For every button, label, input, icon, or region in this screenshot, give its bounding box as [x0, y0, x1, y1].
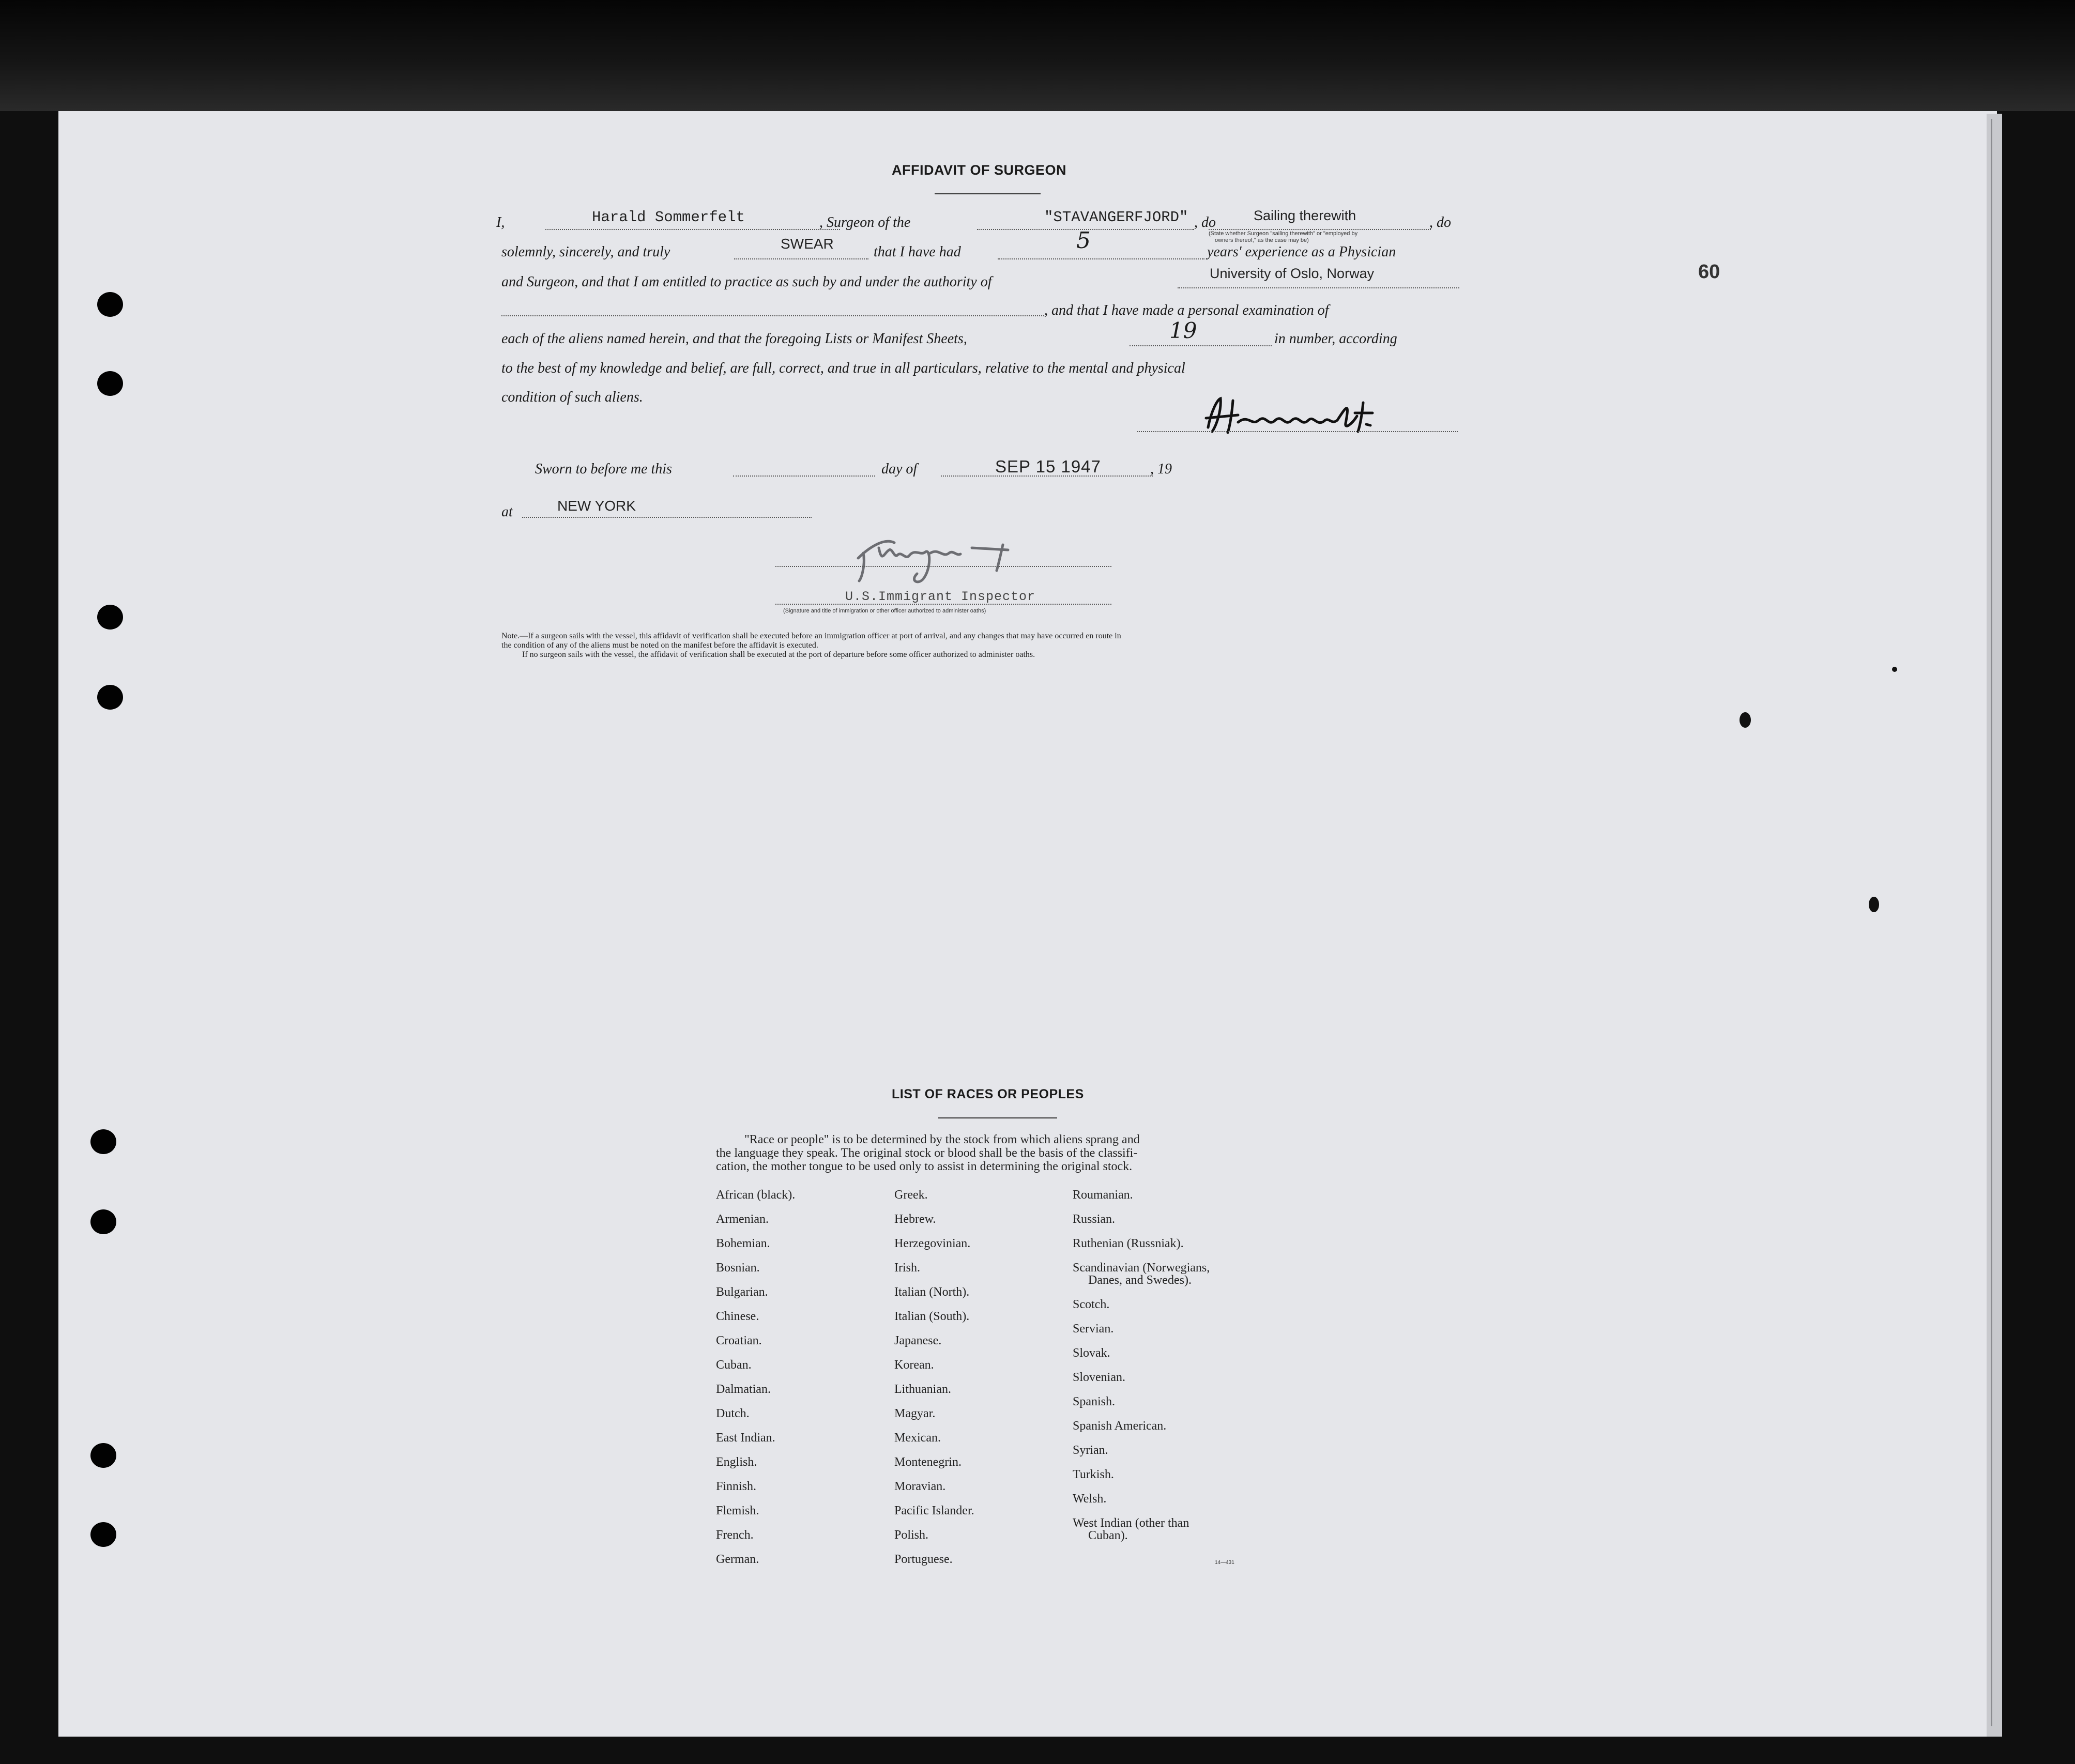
- race-item: Irish.: [894, 1261, 920, 1275]
- sworn-date-stamp: SEP 15 1947: [995, 457, 1101, 476]
- ship-name-field: "STAVANGERFJORD": [1044, 209, 1188, 226]
- race-item: English.: [716, 1455, 757, 1469]
- race-item: Servian.: [1073, 1322, 1114, 1336]
- race-item: Portuguese.: [894, 1553, 953, 1566]
- affidavit-note: If no surgeon sails with the vessel, the affidavit of verification shall be executed at the port of departure before some officer authorized to administer oaths.: [522, 650, 1035, 659]
- document-page: [58, 111, 1997, 1737]
- punch-hole: [90, 1522, 116, 1547]
- affidavit-text: and Surgeon, and that I am entitled to practice as such by and under the authority of: [501, 274, 992, 290]
- punch-hole: [90, 1209, 116, 1234]
- ink-speck: [1869, 897, 1879, 912]
- affidavit-text: to the best of my knowledge and belief, are full, correct, and true in all particulars, relative to the mental and physical: [501, 360, 1185, 376]
- race-item: Italian (South).: [894, 1310, 970, 1323]
- affidavit-note: the condition of any of the aliens must be noted on the manifest before the affidavit is executed.: [501, 641, 818, 650]
- punch-hole: [97, 605, 123, 630]
- race-item: Danes, and Swedes).: [1088, 1274, 1192, 1287]
- affidavit-text: condition of such aliens.: [501, 389, 643, 405]
- affidavit-text: , do: [1194, 214, 1216, 231]
- punch-hole: [90, 1443, 116, 1468]
- blank-line: [734, 258, 868, 259]
- affidavit-text: that I have had: [874, 244, 961, 260]
- years-field: 5: [1076, 227, 1091, 254]
- affidavit-title: AFFIDAVIT OF SURGEON: [892, 162, 1066, 178]
- ink-speck: [1892, 667, 1897, 672]
- blank-line: [998, 258, 1204, 259]
- surgeon-signature: [1202, 395, 1398, 439]
- affidavit-note: Note.—If a surgeon sails with the vessel, this affidavit of verification shall be executed before an immigration officer at port of arrival, and any changes that may have occurred en route in: [501, 632, 1121, 640]
- blank-line: [522, 517, 812, 518]
- race-item: Pacific Islander.: [894, 1504, 974, 1517]
- page-edge: [1987, 114, 2002, 1737]
- sailing-note: (State whether Surgeon "sailing therewith" or "employed by: [1209, 231, 1358, 237]
- surgeon-name-field: Harald Sommerfelt: [592, 209, 745, 226]
- race-item: Dalmatian.: [716, 1383, 771, 1396]
- race-item: Cuban.: [716, 1358, 752, 1372]
- race-item: French.: [716, 1528, 754, 1542]
- race-item: Moravian.: [894, 1480, 946, 1493]
- race-item: Scotch.: [1073, 1298, 1110, 1311]
- race-item: Magyar.: [894, 1407, 936, 1420]
- race-item: Bulgarian.: [716, 1285, 768, 1299]
- race-item: Hebrew.: [894, 1213, 936, 1226]
- race-item: Finnish.: [716, 1480, 757, 1493]
- affidavit-text: in number, according: [1274, 331, 1397, 347]
- affidavit-text: each of the aliens named herein, and that the foregoing Lists or Manifest Sheets,: [501, 331, 967, 347]
- races-title-underline: [938, 1117, 1057, 1118]
- race-item: Syrian.: [1073, 1444, 1108, 1457]
- race-item: Roumanian.: [1073, 1188, 1133, 1202]
- punch-hole: [97, 685, 123, 710]
- race-item: Bosnian.: [716, 1261, 760, 1275]
- race-item: Chinese.: [716, 1310, 759, 1323]
- affidavit-text: day of: [881, 461, 918, 477]
- race-item: Slovenian.: [1073, 1371, 1125, 1384]
- affidavit-text: , 19: [1150, 461, 1172, 477]
- race-item: African (black).: [716, 1188, 796, 1202]
- authority-field: University of Oslo, Norway: [1210, 266, 1375, 281]
- punch-hole: [97, 371, 123, 396]
- race-item: Spanish.: [1073, 1395, 1116, 1408]
- race-item: Greek.: [894, 1188, 928, 1202]
- affidavit-text: , Surgeon of the: [819, 214, 911, 231]
- race-item: Turkish.: [1073, 1468, 1114, 1481]
- race-item: Montenegrin.: [894, 1455, 962, 1469]
- scan-border-top: [0, 0, 2075, 111]
- race-item: Ruthenian (Russniak).: [1073, 1237, 1184, 1250]
- race-item: Mexican.: [894, 1431, 941, 1445]
- race-item: Scandinavian (Norwegians,: [1073, 1261, 1210, 1275]
- race-item: Croatian.: [716, 1334, 762, 1347]
- blank-line: [545, 229, 840, 230]
- race-item: Russian.: [1073, 1213, 1116, 1226]
- sailing-note: owners thereof," as the case may be): [1215, 237, 1309, 243]
- race-item: Spanish American.: [1073, 1419, 1167, 1433]
- race-item: Herzegovinian.: [894, 1237, 971, 1250]
- affidavit-text: I,: [496, 214, 505, 231]
- punch-hole: [97, 292, 123, 317]
- race-item: Japanese.: [894, 1334, 942, 1347]
- blank-line: [1209, 229, 1431, 230]
- signature-line: [775, 604, 1111, 605]
- blank-line: [501, 315, 1044, 316]
- races-intro: the language they speak. The original stock or blood shall be the basis of the classifi-: [716, 1146, 1138, 1160]
- blank-line: [733, 475, 875, 477]
- page-number: 60: [1698, 261, 1720, 283]
- blank-line: [1178, 287, 1459, 288]
- affidavit-text: Sworn to before me this: [535, 461, 672, 477]
- race-item: West Indian (other than: [1073, 1516, 1189, 1530]
- affidavit-text: years' experience as a Physician: [1207, 244, 1396, 260]
- officer-signature: [848, 527, 1070, 592]
- sworn-place-field: NEW YORK: [557, 498, 636, 514]
- race-item: Italian (North).: [894, 1285, 970, 1299]
- race-item: Polish.: [894, 1528, 929, 1542]
- race-item: Korean.: [894, 1358, 934, 1372]
- race-item: Flemish.: [716, 1504, 759, 1517]
- punch-hole: [90, 1129, 116, 1154]
- affidavit-text: , and that I have made a personal examination of: [1044, 302, 1329, 318]
- race-item: Armenian.: [716, 1213, 769, 1226]
- signature-line: [1137, 431, 1458, 432]
- sheets-field: 19: [1169, 318, 1197, 343]
- officer-caption: (Signature and title of immigration or other officer authorized to administer oaths): [783, 608, 986, 614]
- ink-speck: [1740, 712, 1751, 728]
- race-item: East Indian.: [716, 1431, 775, 1445]
- affidavit-text: , do: [1429, 214, 1451, 231]
- officer-title-stamp: U.S.Immigrant Inspector: [845, 589, 1036, 604]
- affidavit-text: at: [501, 504, 513, 520]
- race-item: Dutch.: [716, 1407, 750, 1420]
- title-underline: [935, 193, 1041, 194]
- affidavit-text: solemnly, sincerely, and truly: [501, 244, 670, 260]
- signature-line: [775, 566, 1111, 567]
- sailing-status-field: Sailing therewith: [1254, 208, 1356, 223]
- race-item: Slovak.: [1073, 1346, 1110, 1360]
- race-item: Bohemian.: [716, 1237, 770, 1250]
- form-number: 14—431: [1215, 1560, 1234, 1566]
- page-edge-line: [1991, 119, 1992, 1726]
- oath-field: SWEAR: [781, 236, 834, 252]
- races-intro: cation, the mother tongue to be used only to assist in determining the original stock.: [716, 1160, 1133, 1173]
- race-item: Lithuanian.: [894, 1383, 951, 1396]
- race-item: Cuban).: [1088, 1529, 1128, 1542]
- blank-line: [1130, 345, 1272, 346]
- race-item: German.: [716, 1553, 759, 1566]
- races-title: LIST OF RACES OR PEOPLES: [892, 1087, 1084, 1101]
- races-intro: "Race or people" is to be determined by the stock from which aliens sprang and: [744, 1133, 1140, 1146]
- race-item: Welsh.: [1073, 1492, 1107, 1506]
